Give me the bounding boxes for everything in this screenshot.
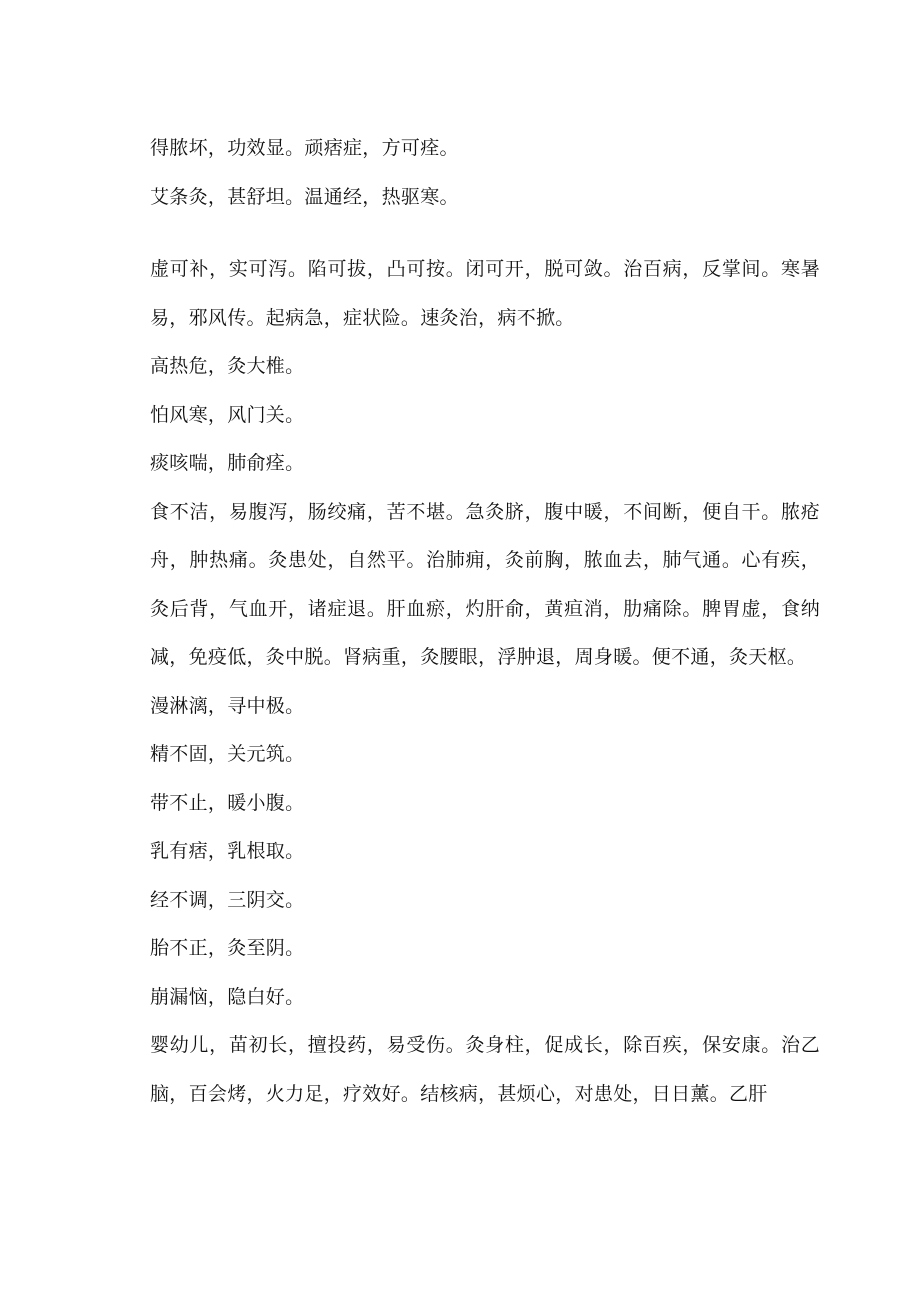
paragraph-6: 痰咳喘，肺俞痊。 xyxy=(150,452,305,474)
paragraph-5: 怕风寒，风门关。 xyxy=(150,403,305,426)
paragraph-9: 精不固，关元筑。 xyxy=(150,743,305,765)
paragraph-gap xyxy=(150,221,820,245)
paragraph-2: 艾条灸，甚舒坦。温通经，热驱寒。 xyxy=(150,185,459,208)
paragraph-13: 胎不正，灸至阴。 xyxy=(150,937,305,959)
paragraph-8: 漫淋漓，寻中极。 xyxy=(150,694,305,717)
paragraph-4: 高热危，灸大椎。 xyxy=(150,355,305,377)
paragraph-10: 带不止，暖小腹。 xyxy=(150,791,305,814)
paragraph-12: 经不调，三阴交。 xyxy=(150,888,305,911)
text-column xyxy=(150,124,820,1118)
paragraph-14: 崩漏恼，隐白好。 xyxy=(150,985,305,1008)
paragraph-1: 得脓坏，功效显。顽痞症，方可痊。 xyxy=(150,137,459,159)
paragraph-7: 食不洁，易腹泻，肠绞痛，苦不堪。急灸脐，腹中暖，不间断，便自干。脓疮舟，肿热痛。灸患处，自然平。治肺痈，灸前胸，脓血去，肺气通。心有疾，灸后背，气血开，诸症退。肝血瘀，灼肝俞，黄疸消，肋痛除。脾胃虚，食纳减，免疫低，灸中脱。肾病重，灸腰眼，浮肿退，周身暖。便不通，灸天枢。 xyxy=(150,500,820,668)
paragraph-3: 虚可补，实可泻。陷可拔，凸可按。闭可开，脱可敛。治百病，反掌间。寒暑易，邪风传。起病急，症状险。速灸治，病不掀。 xyxy=(150,258,820,329)
paragraph-11: 乳有痞，乳根取。 xyxy=(150,840,305,862)
paragraph-15: 婴幼儿，苗初长，擅投药，易受伤。灸身柱，促成长，除百疾，保安康。治乙脑，百会烤，火力足，疗效好。结核病，甚烦心，对患处，日日薰。乙肝 xyxy=(150,1034,820,1105)
